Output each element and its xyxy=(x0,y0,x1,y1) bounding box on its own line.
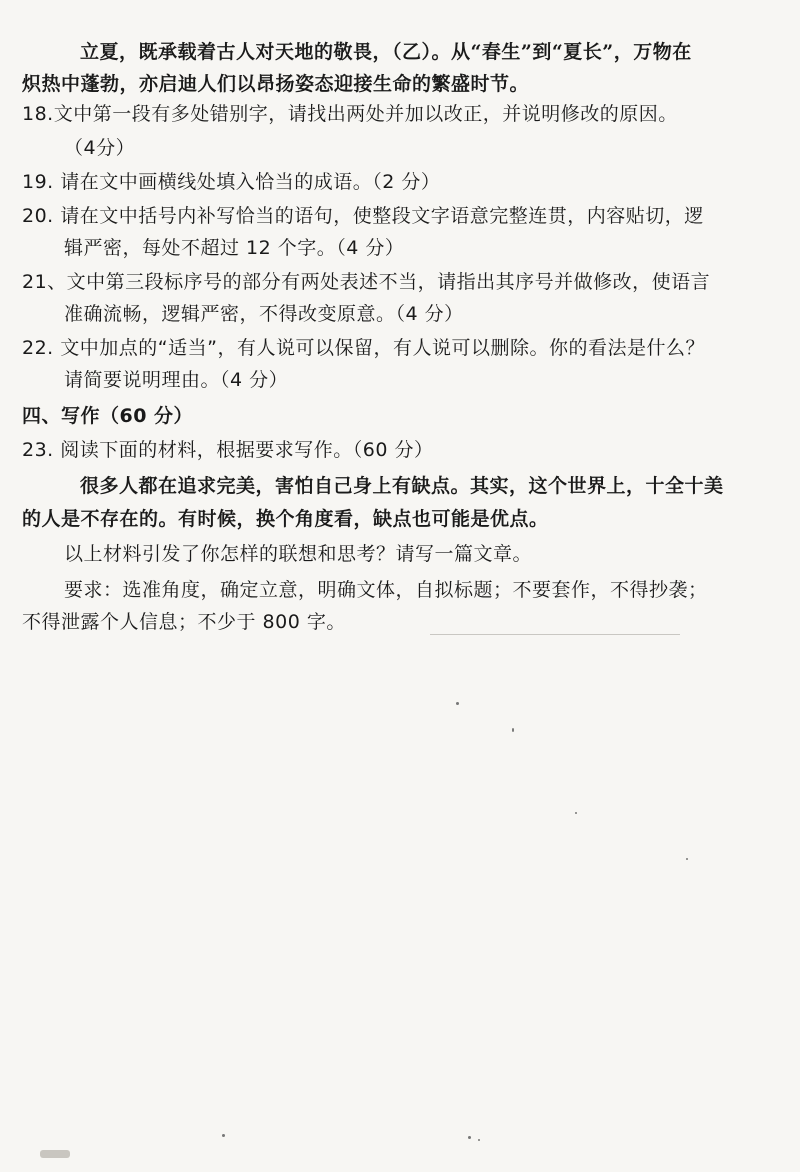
question-21-line-2: 准确流畅，逻辑严密，不得改变原意。（4 分） xyxy=(64,303,464,325)
question-18-line-1: 18.文中第一段有多处错别字，请找出两处并加以改正，并说明修改的原因。 xyxy=(22,103,678,125)
requirements-line-2: 不得泄露个人信息；不少于 800 字。 xyxy=(22,611,346,633)
scan-smudge xyxy=(40,1150,70,1158)
requirements-line-1: 要求：选准角度，确定立意，明确文体，自拟标题；不要套作，不得抄袭； xyxy=(64,579,708,601)
passage-line-2: 炽热中蓬勃，亦启迪人们以昂扬姿态迎接生命的繁盛时节。 xyxy=(22,73,530,95)
scan-speck xyxy=(686,858,688,860)
scan-speck xyxy=(478,1139,480,1141)
writing-task: 以上材料引发了你怎样的联想和思考？请写一篇文章。 xyxy=(64,543,533,565)
question-20-line-1: 20. 请在文中括号内补写恰当的语句，使整段文字语意完整连贯，内容贴切，逻 xyxy=(22,205,704,227)
question-22-line-2: 请简要说明理由。（4 分） xyxy=(64,369,289,391)
section-heading: 四、写作（60 分） xyxy=(22,405,194,427)
scan-speck xyxy=(512,728,514,732)
material-line-1: 很多人都在追求完美，害怕自己身上有缺点。其实，这个世界上，十全十美 xyxy=(80,475,724,497)
question-23-prompt: 23. 阅读下面的材料，根据要求写作。（60 分） xyxy=(22,439,434,461)
scan-speck xyxy=(456,702,459,705)
question-19: 19. 请在文中画横线处填入恰当的成语。（2 分） xyxy=(22,171,441,193)
question-22-line-1: 22. 文中加点的“适当”，有人说可以保留，有人说可以删除。你的看法是什么？ xyxy=(22,337,705,359)
question-20-line-2: 辑严密，每处不超过 12 个字。（4 分） xyxy=(64,237,405,259)
scan-speck xyxy=(575,812,577,814)
scan-artifact xyxy=(430,634,680,635)
question-21-line-1: 21、文中第三段标序号的部分有两处表述不当，请指出其序号并做修改，使语言 xyxy=(22,271,711,293)
scan-speck xyxy=(222,1134,225,1137)
scan-speck xyxy=(468,1136,471,1139)
passage-line-1: 立夏，既承载着古人对天地的敬畏，（乙）。从“春生”到“夏长”，万物在 xyxy=(80,41,692,63)
material-line-2: 的人是不存在的。有时候，换个角度看，缺点也可能是优点。 xyxy=(22,508,549,530)
question-18-line-2: （4分） xyxy=(64,137,136,159)
